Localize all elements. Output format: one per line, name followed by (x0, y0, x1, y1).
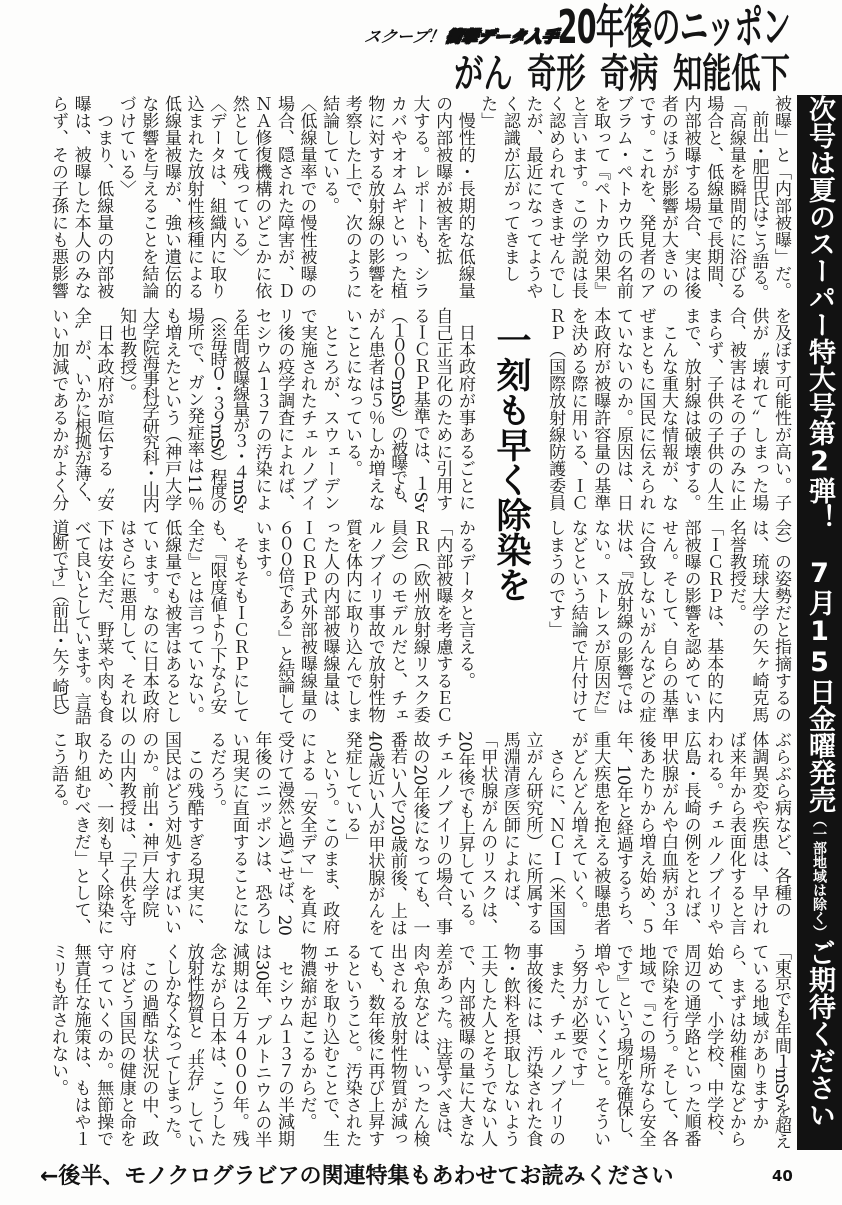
text-column: 内部被曝する場合、実は後 (680, 95, 701, 299)
text-column: さらに、ＮＣＩ（米国国 (545, 731, 566, 935)
text-column: 差があった。注意すべきは、 (432, 943, 453, 1149)
text-column: 後あたりから増え始め、５ (635, 731, 656, 935)
text-column: 工夫した人とそうでない人 (477, 943, 498, 1147)
text-column: （※毎時０・３９mSv）程度の (206, 307, 227, 513)
text-column: 無責任な施策は、もはや１ (70, 943, 91, 1147)
text-column: ない。ストレスが原因だ』 (590, 519, 611, 723)
text-column: い現実に直面することにな (228, 731, 249, 935)
text-column: で除染を行う。そして、各 (658, 943, 679, 1147)
text-column: 減期は２万４０００年。残 (228, 943, 249, 1147)
text-column: 会）の姿勢だと指摘するの (771, 519, 791, 723)
text-column: 始めて、小学校、中学校、 (703, 943, 724, 1147)
text-column: こんな重大な情報が、な (658, 307, 679, 511)
related-feature-caption: ←後半、モノクログラビアの関連特集もあわせてお読みください (40, 1164, 674, 1189)
text-column: 場所で、ガン発症率は11％ (183, 307, 204, 512)
text-column: セシウム１３７の汚染によ (251, 307, 272, 511)
text-column: 本政府が被曝許容量の基準 (590, 307, 611, 511)
text-column: 甲状腺がんや白血病が３年 (658, 731, 679, 935)
text-column: 体調異変や疾患は、早けれ (748, 731, 769, 935)
text-column: 取り組むべきだ」として、 (70, 731, 91, 935)
text-column: 増やしていくこと。そうい (590, 943, 611, 1147)
text-column: 慢性的・長期的な低線量 (454, 95, 475, 299)
next-issue-text: 次号は夏のスーパー特大号第2弾！ (804, 95, 835, 531)
text-column: ＮＡ修復機構のどこかに依 (251, 95, 272, 299)
text-column: 全だ』とは言っていない。 (183, 519, 204, 723)
text-column: 低線量でも被害はあるとし (161, 519, 182, 723)
text-column: 受けて漫然と過ごせば、20 (273, 731, 294, 936)
text-column: はさらに悪用して、それ以 (116, 519, 137, 723)
text-column: いことになっている。 (342, 307, 363, 477)
feature-title: 20年後のニッポン (557, 0, 790, 54)
text-column: 大学院海事科学研究科・山内 (138, 307, 159, 513)
article-tier-2-right (543, 307, 792, 513)
article-tier-5 (40, 943, 792, 1149)
text-column: 広島・長崎の例をとれば、 (680, 731, 701, 935)
text-column: 〈低線量率での慢性被曝の (296, 95, 317, 299)
shocking-data-label: 衝撃データ入手 (444, 27, 561, 46)
text-column: です』という場所を確保し、 (612, 943, 633, 1149)
text-column: います。 (251, 519, 272, 587)
text-column: ら、まずは幼稚園などから (725, 943, 746, 1147)
text-column: を及ぼす可能性が高い。子 (771, 307, 791, 511)
page-number: 40 (772, 1167, 793, 1185)
text-column: 場合、隠された障害が、Ｄ (273, 95, 294, 299)
text-column: また、チェルノブイリの (545, 943, 566, 1147)
text-column: 名誉教授だ。 (725, 519, 746, 621)
section-headline: 一刻も早く除染を (491, 322, 531, 602)
text-column: 事故後には、汚染された食 (522, 943, 543, 1147)
text-column: などという結論で片付けて (567, 519, 588, 723)
text-column: に合致しないがんなどの症 (635, 519, 656, 723)
text-column: た」 (477, 95, 498, 129)
text-column: を決める際に用いる、ＩＣ (567, 307, 588, 511)
text-column: 曝は、被曝した本人のみな (70, 95, 91, 299)
text-column: という。このまま、政府 (319, 731, 340, 935)
text-column: いい加減であるかがよく分 (48, 307, 69, 511)
article-tier-4 (40, 731, 792, 937)
text-column: く認識が広がってきまし (499, 95, 520, 282)
text-column: 番若い人で20歳前後、上は (386, 731, 407, 936)
text-column: 全〟が、いかに根拠が薄く、 (70, 307, 91, 513)
article-tier-2-left (40, 307, 476, 513)
text-column: 20年後でも上昇している。 (454, 731, 475, 936)
text-column: しまうのです」 (545, 519, 566, 638)
text-column: 前出・肥田氏はこう語る。 (748, 95, 769, 301)
text-column: 「高線量を瞬間的に浴びる (725, 95, 746, 299)
text-column: セシウム１３７の半減期 (273, 943, 294, 1147)
text-column: まらず、子供の子供の人生 (703, 307, 724, 511)
text-column: 員会）のモデルだと、チェ (387, 519, 408, 723)
text-column: 知也教授）。 (116, 307, 137, 401)
text-column: 発症している」 (341, 731, 362, 850)
text-column: ＲＲ（欧州放射線リスク委 (409, 519, 430, 723)
text-column: ていないのか。原因は、日 (612, 307, 633, 511)
text-column: る年間被曝線量が３・４mSv (229, 307, 250, 513)
text-column: 40歳近い人が甲状腺がんを (364, 731, 385, 936)
text-column: の山内教授は、「子供を守 (115, 731, 136, 927)
text-column: 日本政府が事あるごとに (455, 307, 475, 511)
text-column: く認められてきませんでし (545, 95, 566, 299)
text-column: ルノブイリ事故で放射性物 (364, 519, 385, 723)
article-tier-1 (40, 95, 792, 301)
text-column: う努力が必要です」 (567, 943, 588, 1096)
text-column: 部被曝の影響を認めていま (680, 519, 701, 723)
text-column: 考察した上で、次のように (341, 95, 362, 299)
text-column: 立がん研究所）に所属する (522, 731, 543, 935)
text-column: エサを取り込むことで、生 (319, 943, 340, 1147)
scoop-label: スクープ！ (362, 27, 447, 46)
text-column: も増えたという（神戸大学 (161, 307, 182, 511)
text-column: 然として残っている〉 (228, 95, 249, 265)
text-column: 自己正当化のために引用す (432, 307, 453, 511)
next-issue-banner (797, 95, 842, 1150)
text-column: 大する。レポートも、シラ (409, 95, 430, 299)
text-column: がどんどん増えていく。 (567, 731, 588, 918)
text-column: らず、その子孫にも悪影響 (48, 95, 68, 299)
text-column: 念ながら日本は、こうした (206, 943, 227, 1147)
text-column: るということ。汚染された (341, 943, 362, 1147)
text-column: 被曝」と「内部被曝」だ。 (771, 95, 791, 299)
text-column: づけている〉 (115, 95, 136, 197)
text-column: この残酷すぎる現実に、 (183, 731, 204, 935)
closing-text: ご期待ください (804, 939, 835, 1128)
text-column: 結論している。 (319, 95, 340, 214)
text-column: 物・飲料を摂取しないよう (499, 943, 520, 1147)
text-column: 物濃縮が起こるからだ。 (296, 943, 317, 1130)
text-column: くしかなくなってしまった。 (160, 943, 181, 1149)
text-column: ている地域がありますか (748, 943, 769, 1130)
text-column: 低線量被曝が、強い遺伝的 (160, 95, 181, 299)
text-column: な影響を与えることを結論 (138, 95, 159, 299)
text-column: ところが、スウェーデン (319, 307, 340, 511)
text-column: は、琉球大学の矢ヶ崎克馬 (748, 519, 769, 723)
region-note: （一部地域は除く） (811, 813, 827, 939)
text-column: るだろう。 (206, 731, 227, 816)
text-column: 〈データは、組織内に取り (206, 95, 227, 299)
text-column: がん患者は５％しか増えな (364, 307, 385, 511)
text-column: 質を体内に取り込んでしま (342, 519, 363, 723)
text-column: 地域で『この場所なら安全 (635, 943, 656, 1147)
text-column: ６００倍である」と結論して (274, 519, 295, 725)
text-column: 物に対する放射線の影響を (364, 95, 385, 299)
text-column: せん。そして、自らの基準 (658, 519, 679, 723)
text-column: るＩＣＲＰ基準では、１Sv (409, 307, 430, 513)
text-column: 出される放射性物質が減っ (386, 943, 407, 1147)
feature-subtitle: がん 奇形 奇病 知能低下 (454, 51, 790, 97)
text-column: こう語る。 (48, 731, 68, 816)
text-column: と言います。この学説は長 (567, 95, 588, 299)
text-column: 年、10年と経過するうち、 (612, 731, 633, 936)
text-column: ＩＣＲＰ式外部被曝線量の (296, 519, 317, 723)
text-column: るため、一刻も早く除染に (93, 731, 114, 935)
text-column: ています。なのに日本政府 (138, 519, 159, 723)
text-column: 者のほうが影響が大きいの (658, 95, 679, 299)
text-column: 重大疾患を抱える被曝患者 (590, 731, 611, 935)
text-column: による「安全デマ」を真に (296, 731, 317, 935)
text-column: かるデータと言える。 (455, 519, 475, 689)
text-column: のか。前出・神戸大学院 (138, 731, 159, 918)
text-column: 「ＩＣＲＰは、基本的に内 (703, 519, 724, 723)
text-column: 府はどう国民の健康と命を (115, 943, 136, 1147)
text-column: べて良いとしています。言語 (70, 519, 91, 725)
text-column: 場合と、低線量で長期間、 (703, 95, 724, 299)
article-tier-3-right (543, 519, 792, 725)
text-column: 状は、『放射線の影響では (612, 519, 633, 715)
text-column: 合、被害はその子のみに止 (725, 307, 746, 511)
text-column: ぶらぶら病など、各種の (771, 731, 791, 918)
text-column: 「内部被曝を考慮するＥＣ (432, 519, 453, 723)
text-column: 下は安全だ、野菜や肉も食 (93, 519, 114, 723)
text-column: 放射性物質と〝共存〟してい (183, 943, 204, 1149)
text-column: 国民はどう対処すればいい (160, 731, 181, 935)
text-column: 周辺の通学路といった順番 (680, 943, 701, 1147)
text-column: です。これを、発見者のア (635, 95, 656, 299)
text-column: ＲＰ（国際放射線防護委員 (545, 307, 566, 511)
text-column: 馬淵清彦医師によれば、 (499, 731, 520, 918)
text-column: 日本政府が喧伝する〝安 (93, 307, 114, 511)
text-column: 「甲状腺がんのリスクは、 (477, 731, 498, 935)
text-column: で、内部被曝の量に大きな (454, 943, 475, 1147)
text-column: つまり、低線量の内部被 (93, 95, 114, 299)
text-column: チェルノブイリの場合、事 (432, 731, 453, 935)
text-column: 守っていくのか。無節操で (93, 943, 114, 1147)
text-column: 「東京でも年間１mSvを超え (771, 943, 791, 1149)
text-column: った人の内部被曝線量は、 (319, 519, 340, 723)
text-column: この過酷な状況の中、政 (138, 943, 159, 1147)
text-column: ブラム・ペトカウ氏の名前 (612, 95, 633, 299)
text-column: まで、放射線は破壊する。 (680, 307, 701, 511)
text-column: の内部被曝が被害を拡 (432, 95, 453, 265)
text-column: 肉や魚などは、いったん検 (409, 943, 430, 1147)
text-column: そもそもＩＣＲＰにして (229, 519, 250, 723)
text-column: 道断です」（前出・矢ヶ崎氏） (48, 519, 69, 724)
text-column: 故の20年後になっても、一 (409, 731, 430, 936)
text-column: ても、数年後に再び上昇す (364, 943, 385, 1147)
text-column: ば来年から表面化すると言 (725, 731, 746, 935)
text-column: （１０００mSv）の被曝でも、 (387, 307, 408, 513)
release-date: 7月15日金曜発売 (804, 531, 835, 813)
text-column: たが、最近になってようや (522, 95, 543, 299)
text-column: は30年、プルトニウムの半 (251, 943, 272, 1148)
text-column: を取って『ペトカウ効果』 (590, 95, 611, 299)
text-column: も、『限度値より下なら安 (206, 519, 227, 715)
article-tier-3-left (40, 519, 476, 725)
text-column: で実施されたチェルノブイ (296, 307, 317, 511)
scoop-kicker (362, 24, 561, 50)
text-column: 込まれた放射性核種による (183, 95, 204, 299)
text-column: リ後の疫学調査によれば、 (274, 307, 295, 511)
text-column: カバやオオムギといった植 (386, 95, 407, 299)
text-column: ミリも許されない。 (48, 943, 68, 1096)
text-column: われる。チェルノブイリや (703, 731, 724, 935)
text-column: 供が〝壊れて〟しまった場 (748, 307, 769, 511)
text-column: ぜまともに国民に伝えられ (635, 307, 656, 511)
text-column: 年後のニッポンは、恐ろし (251, 731, 272, 935)
